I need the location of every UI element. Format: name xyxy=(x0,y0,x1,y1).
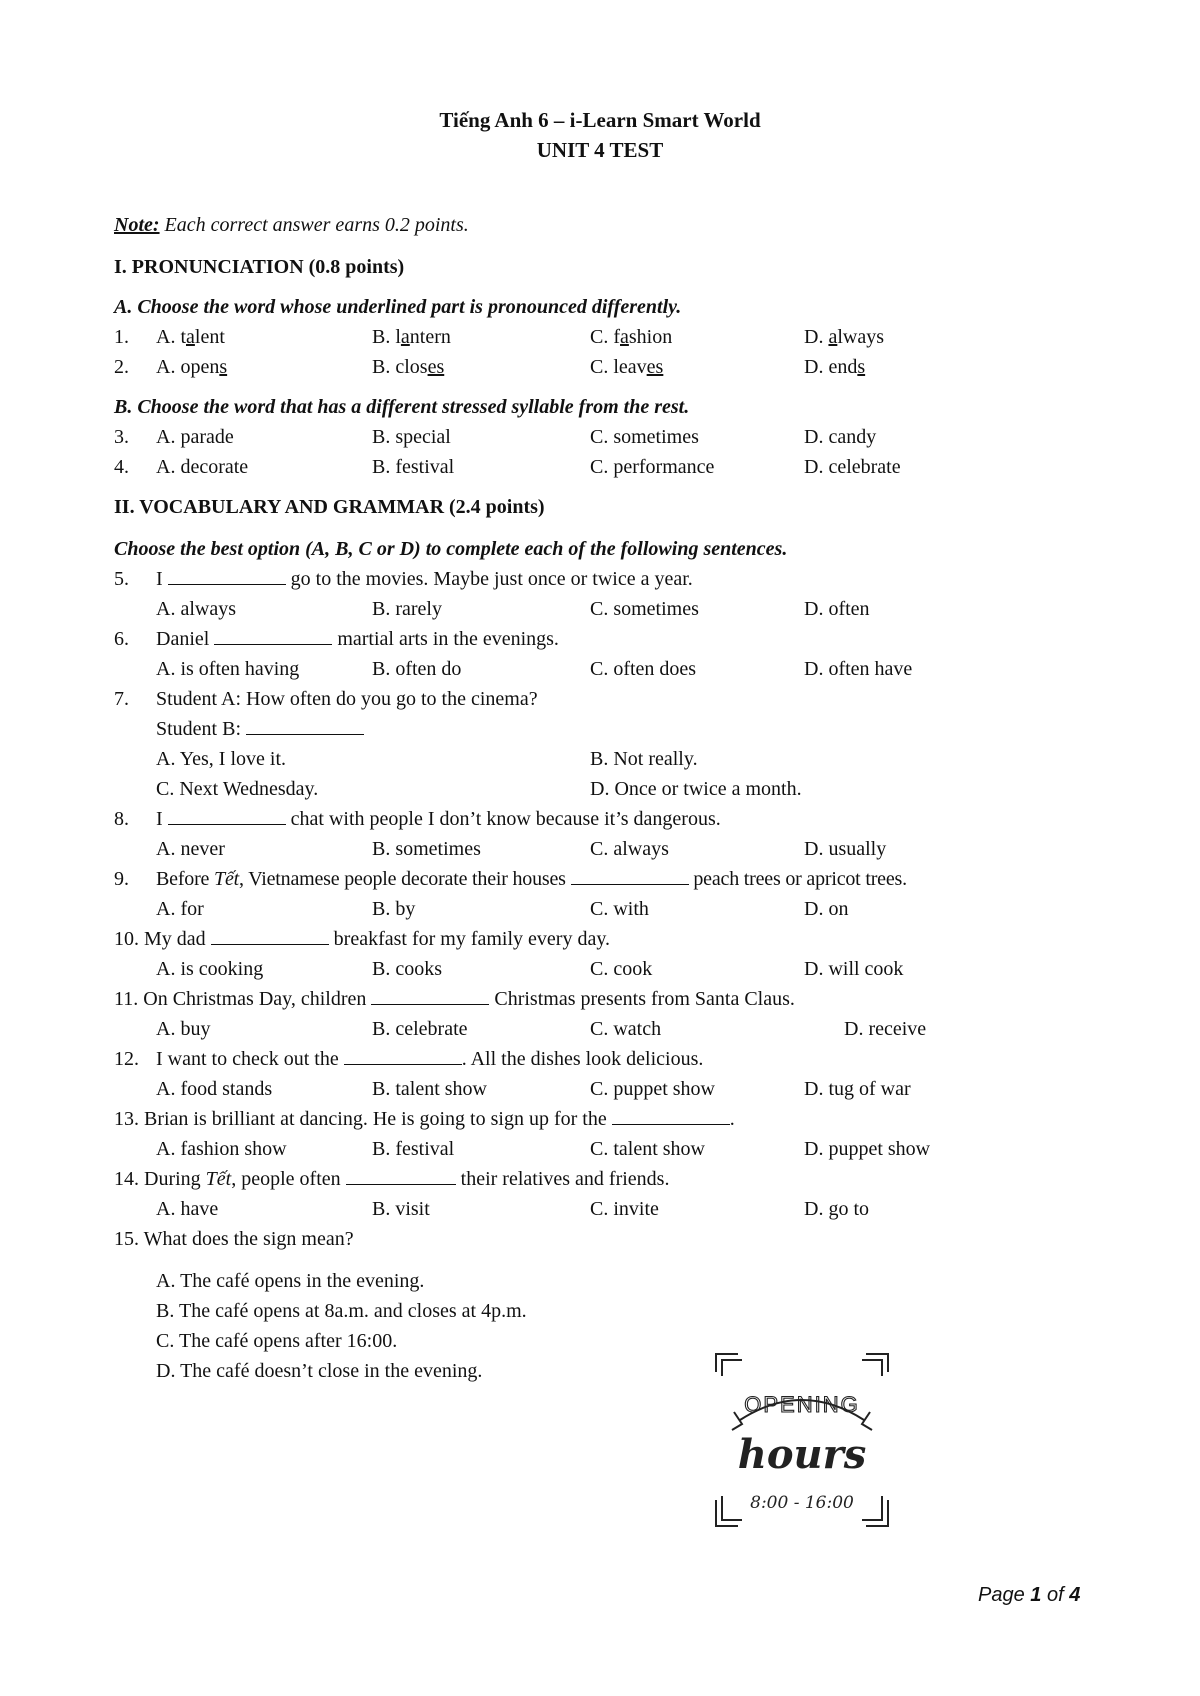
option-b: B. festival xyxy=(372,456,455,478)
option-c: C. Next Wednesday. xyxy=(156,778,319,800)
option-a: A. opens xyxy=(156,356,228,378)
question-number: 8. xyxy=(114,808,129,830)
option-b: B. festival xyxy=(372,1138,455,1160)
answer-blank xyxy=(344,1048,462,1065)
option-c: C. invite xyxy=(590,1198,659,1220)
answer-blank xyxy=(346,1168,456,1185)
page-footer: Page 1 of 4 xyxy=(978,1584,1081,1606)
option-a: A. decorate xyxy=(156,456,249,478)
question-text: I go to the movies. Maybe just once or twice a year. xyxy=(156,568,693,590)
option-c: C. cook xyxy=(590,958,653,980)
option-d: D. ends xyxy=(804,356,866,378)
sign-middle-text: hours xyxy=(737,1431,867,1478)
answer-blank xyxy=(612,1108,730,1125)
option-a: A. fashion show xyxy=(156,1138,287,1160)
option-b: B. special xyxy=(372,426,451,448)
question-text: 11. On Christmas Day, children Christmas presents from Santa Claus. xyxy=(114,988,795,1010)
section-heading-pronunciation: I. PRONUNCIATION (0.8 points) xyxy=(114,256,405,278)
option-c: C. puppet show xyxy=(590,1078,715,1100)
question-text: 10. My dad breakfast for my family every day. xyxy=(114,928,611,950)
question-text: Student A: How often do you go to the cinema? xyxy=(156,688,538,710)
note xyxy=(114,214,469,237)
option-c: C. fashion xyxy=(590,326,673,348)
option-d: D. Once or twice a month. xyxy=(590,778,802,800)
option-b: B. Not really. xyxy=(590,748,698,770)
option-c: C. leaves xyxy=(590,356,664,378)
option-d: D. candy xyxy=(804,426,877,448)
option-d: D. go to xyxy=(804,1198,869,1220)
answer-blank xyxy=(211,928,329,945)
question-number: 4. xyxy=(114,456,129,478)
option-d: D. will cook xyxy=(804,958,904,980)
option-a: A. is cooking xyxy=(156,958,264,980)
answer-blank xyxy=(371,988,489,1005)
question-text: I chat with people I don’t know because it’s dangerous. xyxy=(156,808,721,830)
page-subtitle: UNIT 4 TEST xyxy=(536,138,664,162)
option-a: A. is often having xyxy=(156,658,300,680)
option-b: B. often do xyxy=(372,658,462,680)
question-number: 5. xyxy=(114,568,129,590)
question-number: 3. xyxy=(114,426,129,448)
section-heading-vocabulary: II. VOCABULARY AND GRAMMAR (2.4 points) xyxy=(114,496,545,518)
answer-blank xyxy=(246,718,364,735)
question-number: 9. xyxy=(114,868,129,890)
opening-hours-sign xyxy=(712,1350,892,1530)
option-d: D. puppet show xyxy=(804,1138,931,1160)
question-number: 12. xyxy=(114,1048,139,1070)
option-a: A. food stands xyxy=(156,1078,273,1100)
option-c: C. always xyxy=(590,838,669,860)
option-a: A. buy xyxy=(156,1018,211,1040)
option-b: B. lantern xyxy=(372,326,451,348)
option-c: C. The café opens after 16:00. xyxy=(156,1330,398,1352)
answer-blank xyxy=(168,568,286,585)
instruction-part-a: A. Choose the word whose underlined part is pronounced differently. xyxy=(114,296,682,318)
option-c: C. often does xyxy=(590,658,697,680)
option-a: A. talent xyxy=(156,326,225,348)
option-a: A. The café opens in the evening. xyxy=(156,1270,425,1292)
option-c: C. watch xyxy=(590,1018,662,1040)
option-a: A. parade xyxy=(156,426,234,448)
question-text: Daniel martial arts in the evenings. xyxy=(156,628,559,650)
question-text: 14. During Tết, people often their relatives and friends. xyxy=(114,1168,670,1190)
instruction-part-b: B. Choose the word that has a different stressed syllable from the rest. xyxy=(114,396,690,418)
question-text: 15. What does the sign mean? xyxy=(114,1228,354,1250)
question-number: 6. xyxy=(114,628,129,650)
option-d: D. celebrate xyxy=(804,456,901,478)
option-b: B. The café opens at 8a.m. and closes at 4p.m. xyxy=(156,1300,527,1322)
option-b: B. sometimes xyxy=(372,838,481,860)
question-number: 7. xyxy=(114,688,129,710)
option-a: A. have xyxy=(156,1198,219,1220)
option-d: D. The café doesn’t close in the evening. xyxy=(156,1360,483,1382)
note-text: Each correct answer earns 0.2 points. xyxy=(159,214,469,236)
question-text: 13. Brian is brilliant at dancing. He is going to sign up for the . xyxy=(114,1108,735,1130)
option-a: A. for xyxy=(156,898,204,920)
option-d: D. often xyxy=(804,598,870,620)
question-number: 1. xyxy=(114,326,129,348)
option-c: C. sometimes xyxy=(590,426,699,448)
option-d: D. tug of war xyxy=(804,1078,911,1100)
sign-bottom-text: 8:00 - 16:00 xyxy=(750,1493,854,1513)
option-c: C. performance xyxy=(590,456,715,478)
option-d: D. usually xyxy=(804,838,887,860)
question-text: I want to check out the . All the dishes look delicious. xyxy=(156,1048,704,1070)
option-a: A. Yes, I love it. xyxy=(156,748,287,770)
option-c: C. talent show xyxy=(590,1138,705,1160)
option-a: A. never xyxy=(156,838,225,860)
answer-blank xyxy=(168,808,286,825)
answer-blank xyxy=(214,628,332,645)
option-b: B. visit xyxy=(372,1198,430,1220)
page-title: Tiếng Anh 6 – i-Learn Smart World xyxy=(439,108,761,132)
option-d: D. often have xyxy=(804,658,913,680)
option-d: D. receive xyxy=(844,1018,927,1040)
option-b: B. talent show xyxy=(372,1078,487,1100)
option-b: B. celebrate xyxy=(372,1018,468,1040)
option-c: C. with xyxy=(590,898,649,920)
sign-top-text: OPENING xyxy=(744,1392,860,1417)
question-number: 2. xyxy=(114,356,129,378)
option-d: D. always xyxy=(804,326,885,348)
option-b: B. closes xyxy=(372,356,445,378)
answer-blank xyxy=(571,868,689,885)
option-a: A. always xyxy=(156,598,236,620)
note-label: Note: xyxy=(114,214,160,236)
instruction-vocabulary: Choose the best option (A, B, C or D) to complete each of the following sentences. xyxy=(114,538,788,560)
option-c: C. sometimes xyxy=(590,598,699,620)
question-text-line2: Student B: xyxy=(156,718,364,741)
question-text: Before Tết, Vietnamese people decorate their houses peach trees or apricot trees. xyxy=(156,868,907,890)
option-d: D. on xyxy=(804,898,849,920)
option-b: B. cooks xyxy=(372,958,442,980)
option-b: B. rarely xyxy=(372,598,442,620)
option-b: B. by xyxy=(372,898,416,920)
